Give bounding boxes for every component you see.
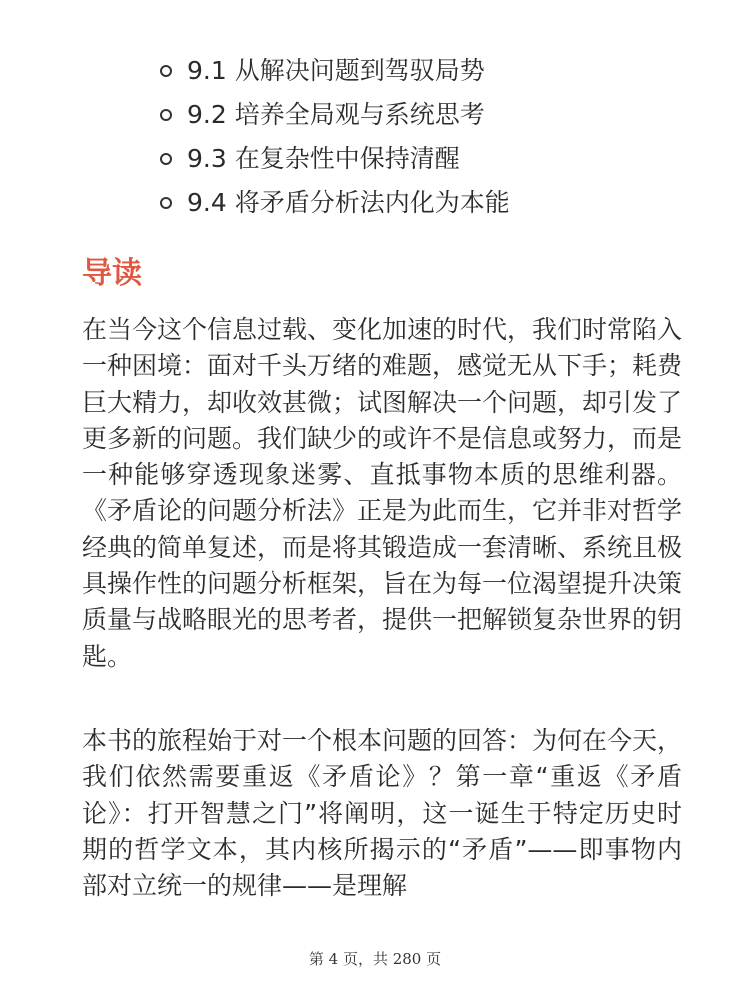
section-heading: 导读: [82, 256, 142, 291]
circle-bullet-icon: [160, 65, 172, 77]
circle-bullet-icon: [160, 109, 172, 121]
body-paragraph-1: 在当今这个信息过载、变化加速的时代，我们时常陷入一种困境：面对千头万绪的难题，感觉无从下手；耗费巨大精力，却收效甚微；试图解决一个问题，却引发了更多新的问题。我们缺少的或许不是信息或努力，而是一种能够穿透现象迷雾、直抵事物本质的思维利器。《矛盾论的问题分析法》正是为此而生，它并非对哲学经典的简单复述，而是将其锻造成一套清晰、系统且极具操作性的问题分析框架，旨在为每一位渴望提升决策质量与战略眼光的思考者，提供一把解锁复杂世界的钥匙。: [82, 315, 683, 671]
circle-bullet-icon: [160, 197, 172, 209]
body-paragraph-2: 本书的旅程始于对一个根本问题的回答：为何在今天，我们依然需要重返《矛盾论》？第一章“重返《矛盾论》：打开智慧之门”将阐明，这一诞生于特定历史时期的哲学文本，其内核所揭示的“矛盾”——即事物内部对立统一的规律——是理解: [82, 726, 683, 901]
toc-list: [160, 49, 720, 225]
page-number: 第 4 页，共 280 页: [308, 950, 442, 968]
toc-item-9-2[interactable]: [160, 93, 720, 137]
circle-bullet-icon: [160, 153, 172, 165]
toc-item-9-3[interactable]: [160, 137, 720, 181]
toc-item-9-4[interactable]: [160, 181, 720, 225]
toc-item-9-1[interactable]: [160, 49, 720, 93]
toc-item-label: 9.3 在复杂性中保持清醒: [187, 144, 460, 173]
toc-item-label: 9.4 将矛盾分析法内化为本能: [187, 188, 510, 217]
toc-item-label: 9.2 培养全局观与系统思考: [187, 100, 485, 129]
toc-item-label: 9.1 从解决问题到驾驭局势: [187, 56, 485, 85]
